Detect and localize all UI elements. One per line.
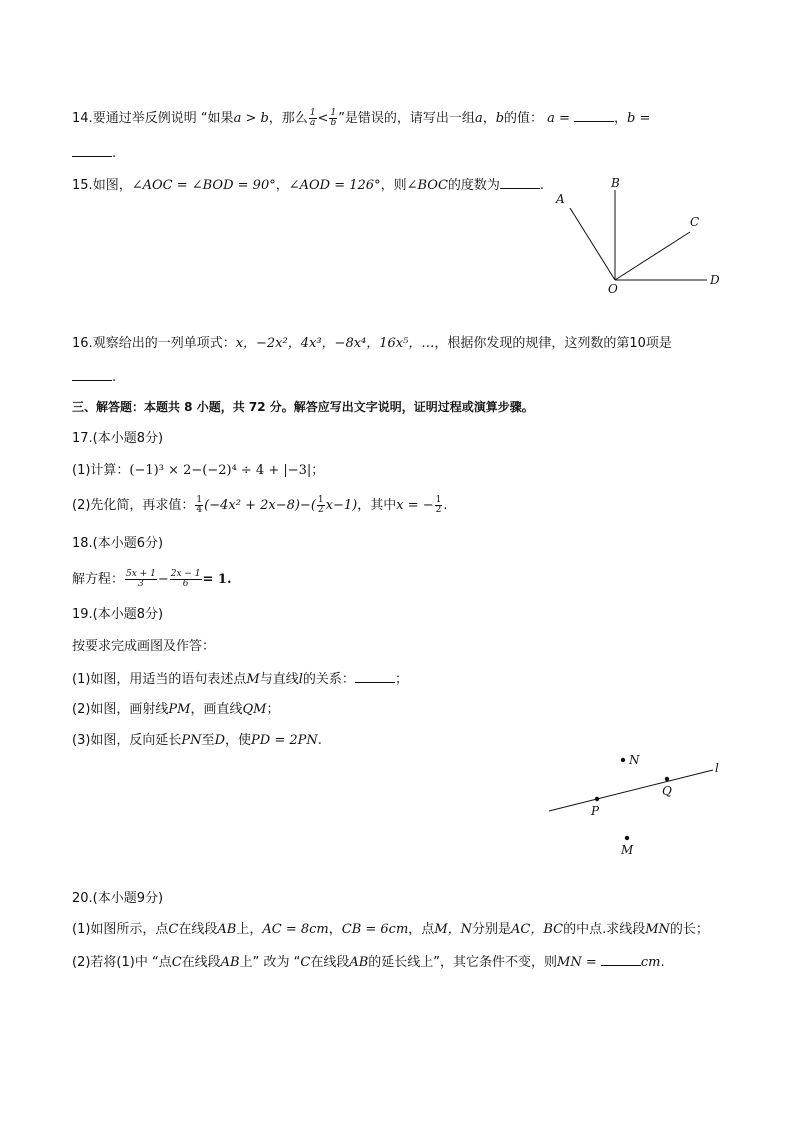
q16-line2: . xyxy=(72,368,116,387)
q19-part1: (1)如图，用适当的语句表述点M与直线l的关系： ； xyxy=(72,672,408,687)
answer-blank-a[interactable] xyxy=(574,109,614,122)
line-figure-q19 xyxy=(545,750,730,860)
answer-blank-q16[interactable] xyxy=(72,368,112,381)
fraction-1-over-a: $\frac{1}{a}$ xyxy=(309,108,316,128)
q14-line1: 14.要通过举反例说明 “如果a > b，那么 $\frac{1}{a}$ < $\frac{1}{b}$ ”是错误的，请写出一组a，b的值： a = ，b = xyxy=(72,108,651,128)
fraction-1-over-b: $\frac{1}{b}$ xyxy=(330,108,337,128)
angle-figure-q15 xyxy=(545,170,730,295)
q20-part1: (1)如图所示，点C在线段AB上，AC = 8cm，CB = 6cm，点M，N分别是AC，BC的中点.求线段MN的长； xyxy=(72,922,709,937)
q14-line2: . xyxy=(72,144,116,163)
q18-heading: 18.(本小题6分) xyxy=(72,536,164,551)
q20-heading: 20.(本小题9分) xyxy=(72,891,164,906)
label-N: N xyxy=(629,753,640,767)
answer-blank-b[interactable] xyxy=(72,144,112,157)
label-Q: Q xyxy=(662,784,672,798)
label-l: l xyxy=(715,761,719,775)
q17-heading: 17.(本小题8分) xyxy=(72,431,164,446)
label-M: M xyxy=(621,843,634,857)
q15-text: 15.如图，∠AOC = ∠BOD = 90°，∠AOD = 126°，则∠BOC的度数为 . xyxy=(72,178,545,193)
label-D: D xyxy=(710,273,720,287)
label-A: A xyxy=(556,192,565,206)
q19-part3: (3)如图，反向延长PN至D，使PD = 2PN. xyxy=(72,733,322,748)
label-P: P xyxy=(591,804,600,818)
q17-part1: (1)计算：(−1)³ × 2−(−2)⁴ ÷ 4 + |−3|； xyxy=(72,463,325,478)
q18-equation: 解方程： $\frac{5x + 1}{3}$ − $\frac{2x - 1}{6}$ = 1. xyxy=(72,569,232,589)
q19-intro: 按要求完成画图及作答： xyxy=(72,639,216,654)
label-B: B xyxy=(611,176,620,190)
answer-blank-q15[interactable] xyxy=(500,176,540,189)
section-heading: 三、解答题：本题共 8 小题，共 72 分。解答应写出文字说明，证明过程或演算步骤。 xyxy=(72,400,534,414)
q19-heading: 19.(本小题8分) xyxy=(72,607,164,622)
answer-blank-q20[interactable] xyxy=(601,953,641,966)
q17-part2: (2)先化简，再求值： $\frac{1}{4}$ (−4x² + 2x−8)−( $\frac{1}{2}$ x−1)，其中x = − $\frac{1}{2}$ . xyxy=(72,495,448,515)
q16-line1: 16.观察给出的一列单项式：x，−2x²，4x³，−8x⁴，16x⁵，…，根据你发现的规律，这列数的第10项是 xyxy=(72,336,672,351)
label-C: C xyxy=(690,215,700,229)
q20-part2: (2)若将(1)中 “点C在线段AB上” 改为 “C在线段AB的延长线上”，其它条件不变，则MN = cm. xyxy=(72,955,665,970)
label-O: O xyxy=(608,282,618,295)
q19-part2: (2)如图，画射线PM，画直线QM； xyxy=(72,702,280,717)
answer-blank-q19[interactable] xyxy=(355,670,395,683)
